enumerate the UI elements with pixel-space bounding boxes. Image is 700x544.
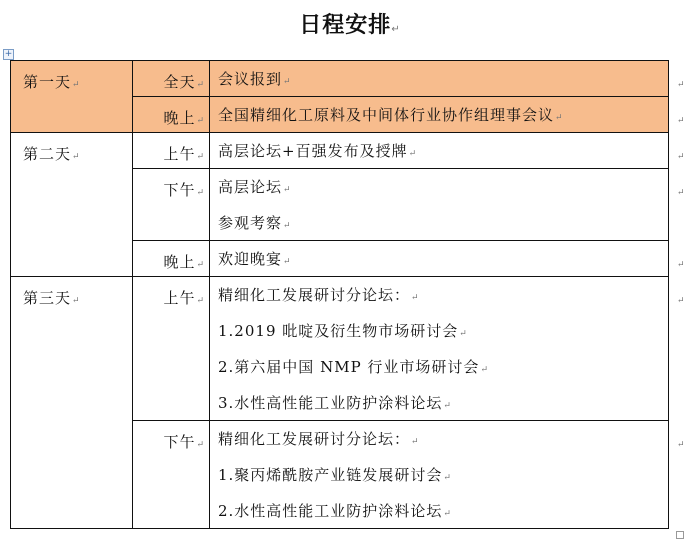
day-cell bbox=[11, 133, 133, 277]
paragraph-mark-icon: ↵ bbox=[283, 185, 292, 195]
paragraph-mark-icon: ↵ bbox=[411, 293, 420, 303]
table-row bbox=[11, 133, 669, 169]
row-end-mark-icon: ↵ bbox=[677, 260, 685, 270]
paragraph-mark-icon: ↵ bbox=[283, 257, 292, 267]
day-label: 第三天 bbox=[23, 289, 72, 307]
paragraph-mark-icon: ↵ bbox=[555, 113, 564, 123]
time-cell bbox=[133, 97, 210, 133]
item-text: 欢迎晚宴 bbox=[218, 250, 283, 268]
row-end-mark-icon: ↵ bbox=[677, 188, 685, 198]
table-move-handle-icon[interactable]: + bbox=[4, 49, 13, 59]
item-text: 全国精细化工原料及中间体行业协作组理事会议 bbox=[218, 106, 555, 124]
paragraph-mark-icon: ↵ bbox=[283, 77, 292, 87]
item-text: 1.2019 吡啶及衍生物市场研讨会 bbox=[218, 322, 459, 340]
table-row bbox=[11, 277, 669, 421]
paragraph-mark-icon: ↵ bbox=[283, 221, 292, 231]
item-text: 精细化工发展研讨分论坛： bbox=[218, 430, 411, 448]
day-cell bbox=[11, 277, 133, 529]
paragraph-mark-icon: ↵ bbox=[196, 296, 205, 306]
paragraph-mark-icon: ↵ bbox=[196, 260, 205, 270]
item-text: 精细化工发展研讨分论坛： bbox=[218, 286, 411, 304]
paragraph-mark-icon: ↵ bbox=[459, 329, 468, 339]
row-end-mark-icon: ↵ bbox=[677, 80, 685, 90]
paragraph-mark-icon: ↵ bbox=[411, 437, 420, 447]
day-label: 第二天 bbox=[23, 145, 72, 163]
time-label: 上午 bbox=[163, 289, 196, 307]
paragraph-mark-icon: ↵ bbox=[408, 149, 418, 159]
row-end-mark-icon: ↵ bbox=[677, 152, 685, 162]
time-cell bbox=[133, 421, 210, 529]
title-text: 日程安排 bbox=[299, 13, 392, 38]
item-text: 高层论坛 bbox=[218, 178, 283, 196]
paragraph-mark-icon: ↵ bbox=[443, 401, 452, 411]
row-end-mark-icon: ↵ bbox=[677, 296, 685, 306]
page-title bbox=[0, 8, 700, 39]
item-text: 1.聚丙烯酰胺产业链发展研讨会 bbox=[218, 466, 443, 484]
paragraph-mark-icon: ↵ bbox=[196, 188, 205, 198]
item-cell bbox=[210, 421, 669, 529]
item-cell bbox=[210, 277, 669, 421]
paragraph-mark-icon: ↵ bbox=[196, 80, 205, 90]
day-cell bbox=[11, 61, 133, 133]
paragraph-mark-icon: ↵ bbox=[443, 509, 452, 519]
paragraph-mark-icon: ↵ bbox=[443, 473, 452, 483]
time-label: 下午 bbox=[163, 181, 196, 199]
row-end-mark-icon: ↵ bbox=[677, 440, 685, 450]
paragraph-mark-icon: ↵ bbox=[72, 152, 81, 162]
paragraph-mark-icon: ↵ bbox=[196, 440, 205, 450]
paragraph-mark-icon: ↵ bbox=[72, 80, 81, 90]
time-label: 上午 bbox=[163, 145, 196, 163]
table-row bbox=[11, 61, 669, 97]
time-cell bbox=[133, 277, 210, 421]
time-cell bbox=[133, 61, 210, 97]
item-cell bbox=[210, 169, 669, 241]
item-cell bbox=[210, 241, 669, 277]
time-label: 晚上 bbox=[163, 253, 196, 271]
paragraph-mark-icon: ↵ bbox=[196, 152, 205, 162]
schedule-table bbox=[10, 60, 669, 529]
time-cell bbox=[133, 169, 210, 241]
item-text: 高层论坛+百强发布及授牌 bbox=[218, 142, 408, 160]
item-text: 2.第六届中国 NMP 行业市场研讨会 bbox=[218, 358, 480, 376]
paragraph-mark-icon: ↵ bbox=[391, 24, 401, 35]
time-cell bbox=[133, 133, 210, 169]
table-resize-handle[interactable] bbox=[676, 531, 684, 539]
item-text: 3.水性高性能工业防护涂料论坛 bbox=[218, 394, 443, 412]
row-end-mark-icon: ↵ bbox=[677, 116, 685, 126]
item-cell bbox=[210, 133, 669, 169]
paragraph-mark-icon: ↵ bbox=[196, 116, 205, 126]
item-text: 会议报到 bbox=[218, 70, 283, 88]
item-text: 参观考察 bbox=[218, 214, 283, 232]
time-label: 下午 bbox=[163, 433, 196, 451]
paragraph-mark-icon: ↵ bbox=[72, 296, 81, 306]
item-cell bbox=[210, 61, 669, 97]
time-label: 全天 bbox=[163, 73, 196, 91]
item-cell bbox=[210, 97, 669, 133]
paragraph-mark-icon: ↵ bbox=[480, 365, 489, 375]
day-label: 第一天 bbox=[23, 73, 72, 91]
item-text: 2.水性高性能工业防护涂料论坛 bbox=[218, 502, 443, 520]
time-label: 晚上 bbox=[163, 109, 196, 127]
time-cell bbox=[133, 241, 210, 277]
